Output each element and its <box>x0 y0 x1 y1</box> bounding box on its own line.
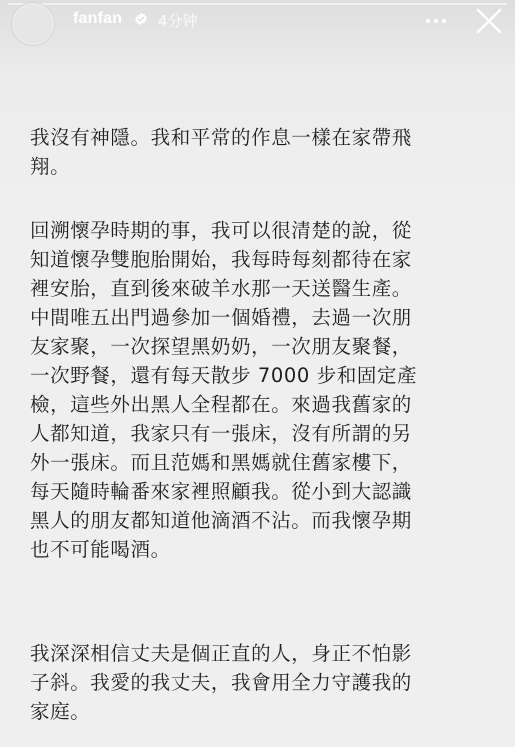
post-timestamp: 4分钟 <box>158 12 198 30</box>
avatar[interactable] <box>11 2 55 46</box>
story-text-paragraph-3: 我深深相信丈夫是個正直的人，身正不怕影 子斜。我愛的我丈夫，我會用全力守護我的 家庭。 <box>30 642 412 723</box>
username[interactable]: fanfan <box>73 10 123 27</box>
story-text-paragraph-1: 我沒有神隱。我和平常的作息一樣在家帶飛 翔。 <box>30 126 412 178</box>
more-dots-icon <box>442 19 446 23</box>
more-dots-icon <box>426 19 430 23</box>
story-header <box>0 0 515 44</box>
story-text-paragraph-2: 回溯懷孕時期的事，我可以很清楚的說，從 知道懷孕雙胞胎開始，我每時每刻都待在家 裡安胎，直到後來破羊水那一天送醫生產。 中間唯五出門過參加一個婚禮，去過一次朋 友家聚，一次探望黑奶奶，一次朋友聚餐， 一次野餐，還有每天散步 7000 步和固定產 檢，這些外出黑人全程都在。來過我舊家的 人都知道，我家只有一張床，沒有所謂的另 外一張床。而且范媽和黑媽就住舊家樓下， 每天隨時輪番來家裡照顧我。從小到大認識 黑人的朋友都知道他滴酒不沾。而我懷孕期 也不可能喝酒。 <box>30 219 418 561</box>
verified-badge-icon <box>134 12 148 26</box>
close-x-icon[interactable] <box>474 6 504 36</box>
more-dots-icon <box>434 19 438 23</box>
more-options-button[interactable] <box>420 8 452 34</box>
